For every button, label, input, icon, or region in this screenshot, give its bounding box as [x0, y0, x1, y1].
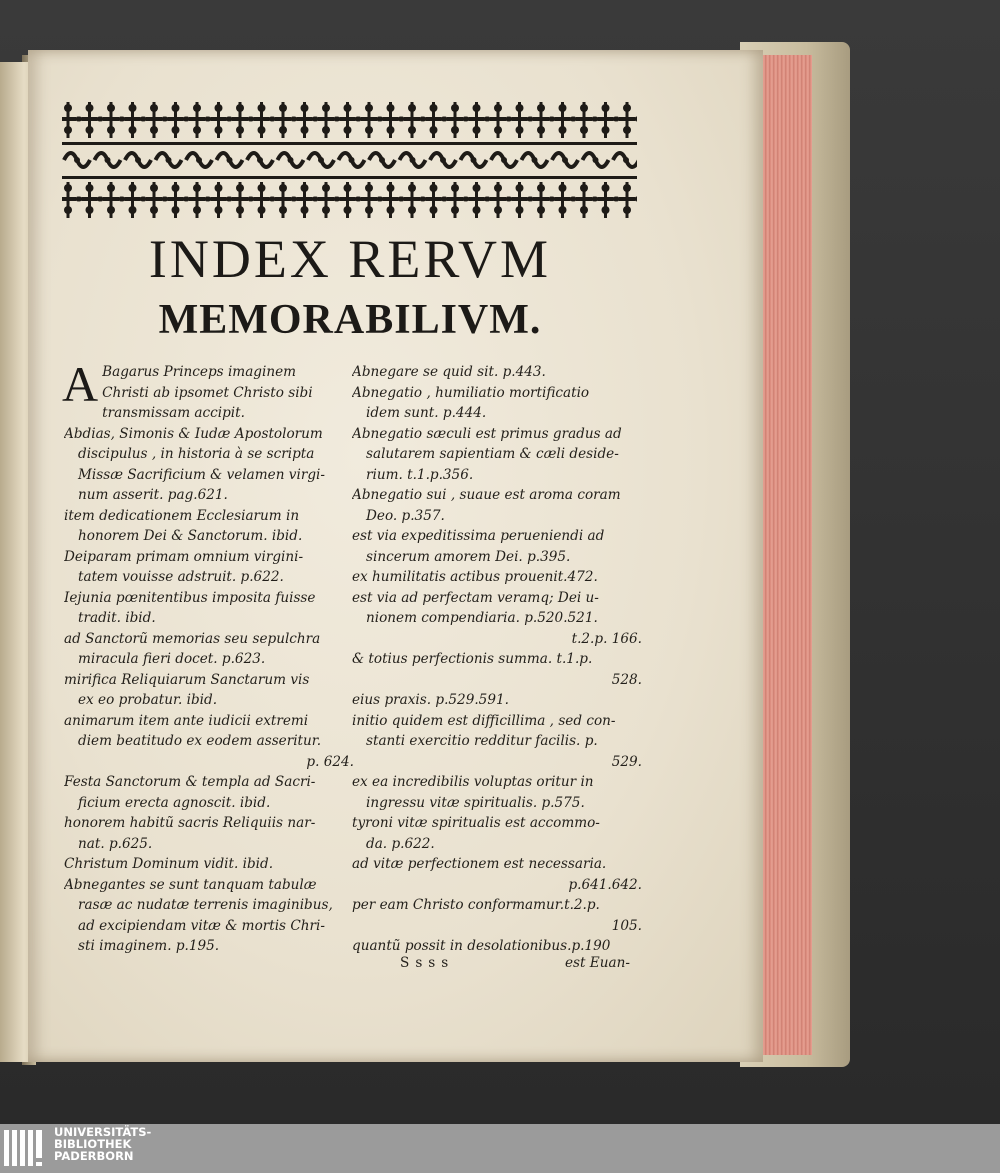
library-name-line1: UNIVERSITÄTS- [54, 1125, 152, 1139]
index-entry-line: Deiparam primam omnium virgini- [64, 548, 304, 565]
index-entry-line: sti imaginem. p.195. [78, 938, 220, 954]
index-entry-line: honorem Dei & Sanctorum. ibid. [78, 528, 303, 544]
index-entry-line: num asserit. pag.621. [78, 487, 228, 503]
index-column-left [62, 356, 354, 957]
index-entry-line: rasæ ac nudatæ terrenis imaginibus, [78, 897, 333, 913]
index-entry-line: ex ea incredibilis voluptas oritur in [352, 774, 594, 790]
page-title: INDEX RERVM [148, 229, 552, 289]
index-entry-line: tradit. ibid. [78, 610, 156, 626]
index-entry-line: rium. t.1.p.356. [366, 466, 474, 483]
index-entry-line: p.641.642. [568, 876, 642, 893]
index-entry-line: & totius perfectionis summa. t.1.p. [352, 651, 593, 667]
index-entry-line: ad vitæ perfectionem est necessaria. [352, 856, 607, 872]
index-entry-line: 529. [611, 753, 642, 770]
index-entry-line: sincerum amorem Dei. p.395. [366, 548, 571, 565]
index-entry-line: est via ad perfectam veramq; Dei u- [352, 589, 599, 606]
index-entry-line: ex humilitatis actibus prouenit.472. [352, 569, 598, 585]
index-entry-line: Iejunia pœnitentibus imposita fuisse [64, 589, 316, 606]
index-entry-line: salutarem sapientiam & cæli deside- [366, 446, 619, 462]
index-entry-line: da. p.622. [366, 835, 435, 852]
index-entry-line: ingressu vitæ spiritualis. p.575. [366, 794, 585, 811]
index-entry-line: Missæ Sacrificium & velamen virgi- [78, 466, 325, 483]
index-entry-line: 528. [611, 671, 642, 688]
drop-cap: A [62, 356, 99, 412]
index-entry-line: Christi ab ipsomet Christo sibi [102, 384, 313, 401]
index-entry-line: Abnegare se quid sit. p.443. [352, 364, 546, 380]
index-entry-line: p. 624. [306, 753, 354, 770]
index-entry-line: honorem habitũ sacris Reliquiis nar- [64, 815, 316, 831]
index-column-right [352, 362, 642, 957]
index-entry-line: stanti exercitio redditur facilis. p. [366, 733, 598, 749]
index-entry-line: Abnegantes se sunt tanquam tabulæ [64, 876, 317, 893]
index-entry-line: ad Sanctorũ memorias seu sepulchra [64, 630, 321, 647]
index-entry-line: ad excipiendam vitæ & mortis Chri- [78, 917, 325, 934]
index-entry-line: mirifica Reliquiarum Sanctarum vis [64, 671, 310, 688]
index-entry-line: Deo. p.357. [366, 507, 445, 524]
index-entry-line: Festa Sanctorum & templa ad Sacri- [64, 774, 316, 790]
library-name-line2: BIBLIOTHEK [54, 1137, 132, 1151]
library-name-line3: PADERBORN [54, 1149, 134, 1163]
index-entry-line: est via expeditissima perueniendi ad [352, 528, 605, 544]
index-entry-line: animarum item ante iudicii extremi [64, 712, 309, 729]
index-entry-line: discipulus , in historia à se scripta [78, 446, 315, 462]
index-entry-line: idem sunt. p.444. [366, 405, 487, 421]
index-entry-line: Christum Dominum vidit. ibid. [64, 856, 274, 872]
index-entry-line: Abnegatio , humiliatio mortificatio [352, 384, 590, 401]
index-entry-line: 105. [611, 917, 642, 934]
signature-mark: Ssss [400, 955, 455, 971]
index-entry-line: t.2.p. 166. [571, 630, 642, 647]
library-logo-icon [2, 1126, 48, 1170]
ornament-header-icon [62, 100, 637, 220]
index-entry-line: per eam Christo conformamur.t.2.p. [352, 897, 600, 913]
index-entry-line: item dedicationem Ecclesiarum in [64, 507, 300, 524]
index-entry-line: Abnegatio sæculi est primus gradus ad [352, 425, 622, 442]
index-entry-line: tyroni vitæ spiritualis est accommo- [352, 815, 600, 831]
library-name [54, 1124, 151, 1162]
page-subtitle: MEMORABILIVM. [158, 297, 542, 343]
index-entry-line: quantũ possit in desolationibus.p.190 [352, 938, 611, 954]
index-entry-line: Abnegatio sui , suaue est aroma coram [352, 487, 621, 503]
index-entry-line: nionem compendiaria. p.520.521. [366, 610, 598, 626]
index-entry-line: diem beatitudo ex eodem asseritur. [78, 733, 322, 749]
index-entry-line: ex eo probatur. ibid. [78, 692, 218, 708]
index-entry-line: Bagarus Princeps imaginem [102, 364, 297, 380]
index-entry-line: miracula fieri docet. p.623. [78, 651, 266, 667]
catchword: est Euan- [565, 955, 630, 971]
index-entry-line: nat. p.625. [78, 835, 153, 852]
index-entry-line: initio quidem est difficillima , sed con- [352, 712, 616, 729]
index-entry-line: eius praxis. p.529.591. [352, 692, 509, 708]
index-entry-line: transmissam accipit. [102, 405, 245, 421]
index-entry-line: tatem vouisse adstruit. p.622. [78, 569, 284, 585]
index-entry-line: ficium erecta agnoscit. ibid. [78, 794, 271, 811]
index-entry-line: Abdias, Simonis & Iudæ Apostolorum [64, 425, 323, 442]
